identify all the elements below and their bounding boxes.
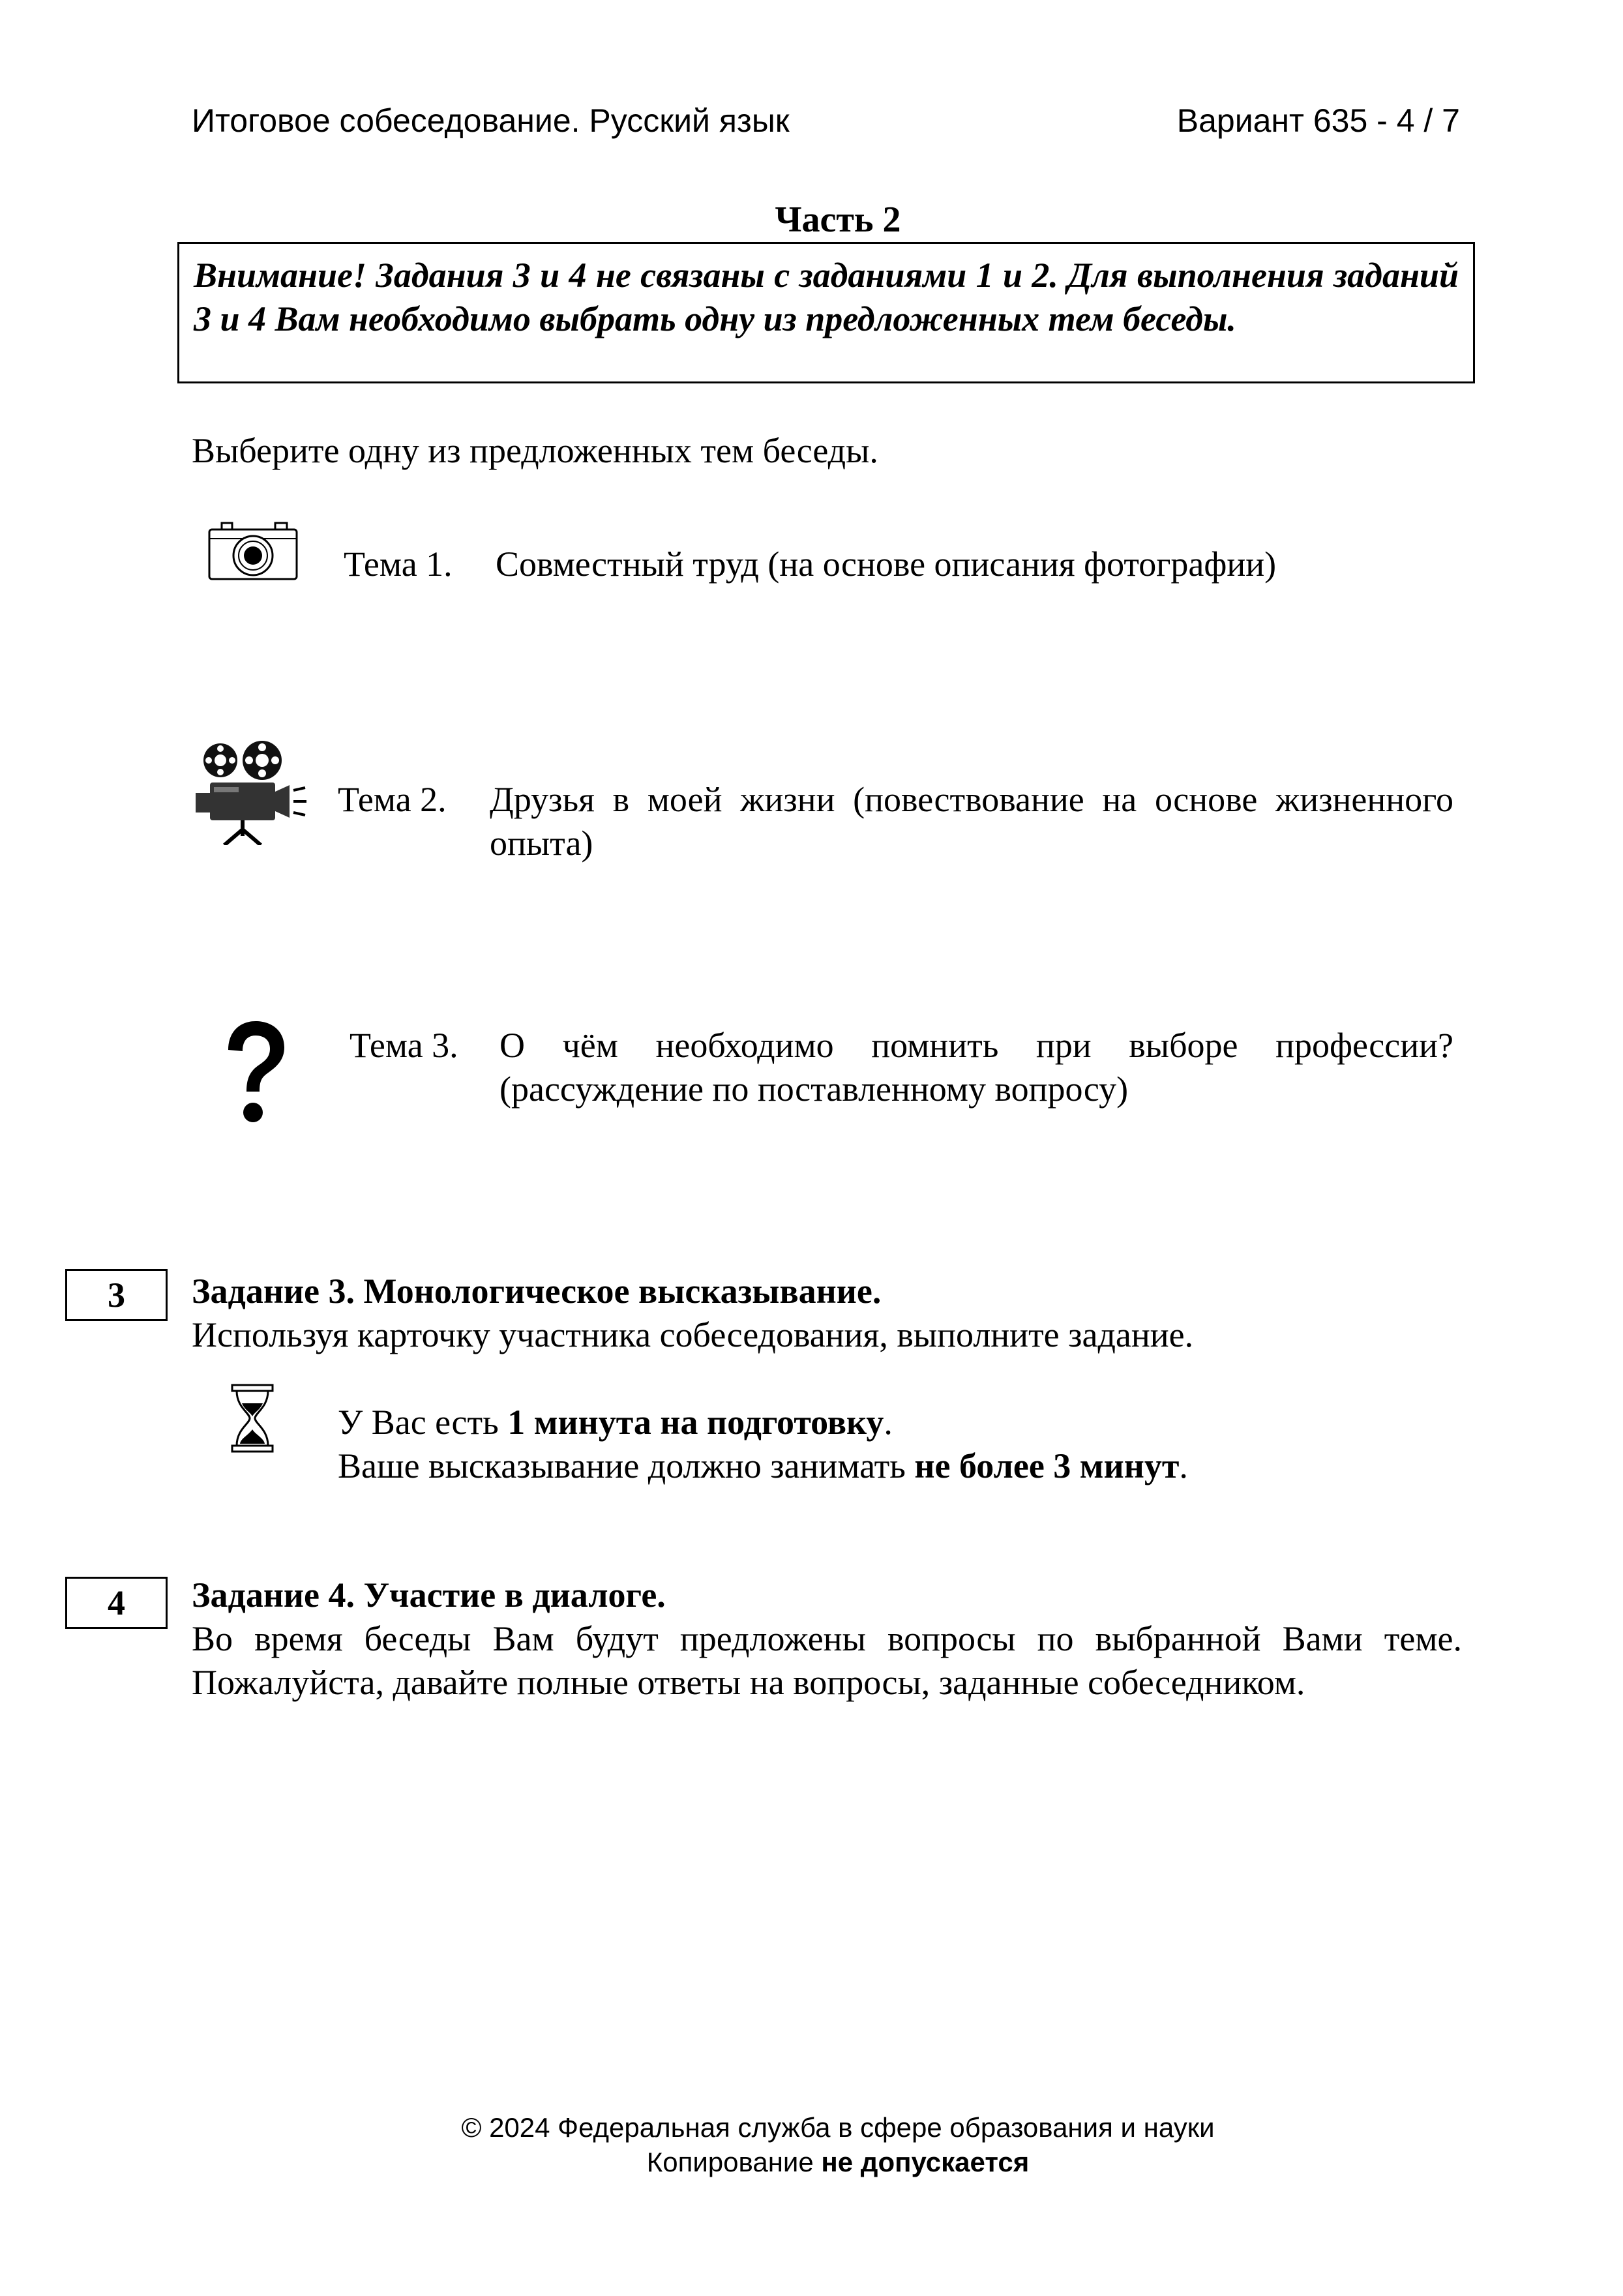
task-3-body bbox=[192, 1270, 1462, 1357]
hourglass-icon bbox=[231, 1384, 274, 1453]
header-title: Итоговое собеседование. Русский язык bbox=[192, 102, 790, 139]
topic-1-text: Совместный труд (на основе описания фотографии) bbox=[496, 544, 1277, 584]
footer-copyright: © 2024 Федеральная служба в сфере образования и науки bbox=[461, 2112, 1215, 2143]
topic-1-number: Тема 1. bbox=[344, 544, 453, 584]
attention-box bbox=[177, 242, 1475, 383]
task-4-line-2: Пожалуйста, давайте полные ответы на вопросы, заданные собеседником. bbox=[192, 1663, 1305, 1702]
task-3-title: Задание 3. Монологическое высказывание. bbox=[192, 1272, 882, 1311]
choose-topic-instruction: Выберите одну из предложенных тем беседы. bbox=[192, 431, 878, 470]
question-mark-icon bbox=[215, 1016, 296, 1128]
variant-page-number: Вариант 635 - 4 / 7 bbox=[1176, 102, 1460, 139]
answer-limit-line: Ваше высказывание должно занимать не более 3 минут. bbox=[338, 1446, 1188, 1485]
film-projector-icon bbox=[194, 738, 309, 845]
task-3-number-box: 3 bbox=[65, 1269, 168, 1321]
preparation-time-line: У Вас есть 1 минута на подготовку. bbox=[338, 1403, 893, 1442]
topic-2-text: Друзья в моей жизни (повествование на основе жизненного опыта) bbox=[490, 780, 1453, 863]
part-title: Часть 2 bbox=[775, 200, 901, 240]
answer-limit-bold: не более 3 минут bbox=[914, 1446, 1180, 1485]
task-4-number-box: 4 bbox=[65, 1577, 168, 1629]
task-3-instruction: Используя карточку участника собеседования, выполните задание. bbox=[192, 1315, 1194, 1354]
task-4-line-1: Во время беседы Вам будут предложены вопросы по выбранной Вами теме. bbox=[192, 1619, 1462, 1658]
footer-copy-bold: не допускается bbox=[821, 2147, 1030, 2177]
topic-3-number: Тема 3. bbox=[350, 1026, 458, 1065]
topic-2-number: Тема 2. bbox=[338, 780, 447, 819]
task-4-body bbox=[192, 1573, 1462, 1705]
attention-text: Внимание! Задания 3 и 4 не связаны с заданиями 1 и 2. Для выполнения заданий 3 и 4 Вам необходимо выбрать одну из предложенных тем беседы. bbox=[194, 256, 1459, 338]
camera-icon bbox=[207, 522, 299, 582]
preparation-time-bold: 1 минута на подготовку bbox=[507, 1403, 884, 1442]
topic-3-text: О чём необходимо помнить при выборе профессии? (рассуждение по поставленному вопросу) bbox=[499, 1026, 1453, 1109]
task-4-title: Задание 4. Участие в диалоге. bbox=[192, 1575, 666, 1615]
footer-copy-notice: Копирование не допускается bbox=[646, 2147, 1030, 2177]
